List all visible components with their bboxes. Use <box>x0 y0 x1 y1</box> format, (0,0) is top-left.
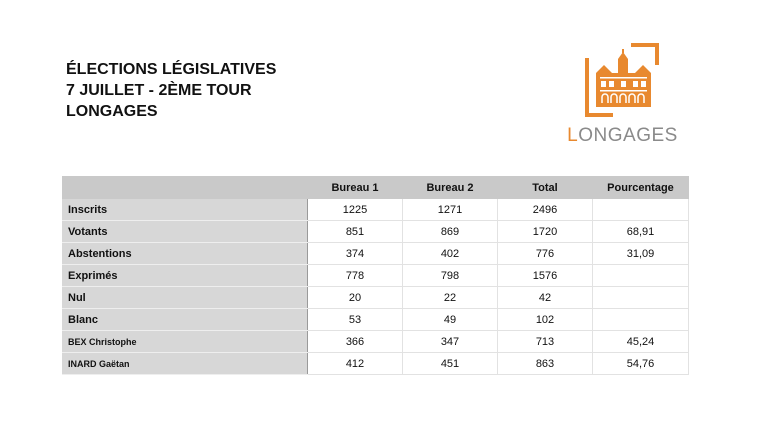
row-label: Inscrits <box>63 199 308 221</box>
longages-logo <box>560 43 685 153</box>
cell-bureau-2: 402 <box>403 243 498 265</box>
cell-bureau-1: 778 <box>308 265 403 287</box>
table-header-row <box>63 177 689 199</box>
title-line-election: ÉLECTIONS LÉGISLATIVES <box>66 61 277 78</box>
table-row <box>63 331 689 353</box>
cell-total: 42 <box>498 287 593 309</box>
page-title <box>66 59 276 122</box>
cell-bureau-2: 1271 <box>403 199 498 221</box>
row-label: Votants <box>63 221 308 243</box>
table-row <box>63 309 689 331</box>
table-row <box>63 287 689 309</box>
cell-pourcentage: 68,91 <box>593 221 689 243</box>
cell-pourcentage <box>593 309 689 331</box>
row-label-candidate: BEX Christophe <box>63 331 308 353</box>
row-label: Nul <box>63 287 308 309</box>
table-row <box>63 243 689 265</box>
header-total: Total <box>498 177 593 199</box>
cell-pourcentage <box>593 265 689 287</box>
results-table <box>62 176 689 375</box>
header-corner <box>63 177 308 199</box>
logo-wordmark-rest: ONGAGES <box>578 125 678 146</box>
cell-bureau-2: 451 <box>403 353 498 375</box>
row-label: Blanc <box>63 309 308 331</box>
cell-bureau-2: 798 <box>403 265 498 287</box>
cell-total: 863 <box>498 353 593 375</box>
row-label: Abstentions <box>63 243 308 265</box>
table-row <box>63 199 689 221</box>
cell-bureau-1: 1225 <box>308 199 403 221</box>
cell-total: 776 <box>498 243 593 265</box>
header-pourcentage: Pourcentage <box>593 177 689 199</box>
title-line-date: 7 JUILLET - 2ÈME TOUR <box>66 82 252 99</box>
cell-bureau-1: 412 <box>308 353 403 375</box>
row-label: Exprimés <box>63 265 308 287</box>
cell-total: 102 <box>498 309 593 331</box>
logo-wordmark-accent: L <box>567 125 579 146</box>
title-line-town: LONGAGES <box>66 103 158 120</box>
cell-pourcentage: 45,24 <box>593 331 689 353</box>
header-bureau-1: Bureau 1 <box>308 177 403 199</box>
cell-bureau-1: 366 <box>308 331 403 353</box>
cell-total: 713 <box>498 331 593 353</box>
cell-pourcentage <box>593 287 689 309</box>
cell-pourcentage: 54,76 <box>593 353 689 375</box>
cell-bureau-2: 869 <box>403 221 498 243</box>
table-row <box>63 221 689 243</box>
cell-bureau-2: 347 <box>403 331 498 353</box>
cell-bureau-2: 22 <box>403 287 498 309</box>
table-row <box>63 353 689 375</box>
table-row <box>63 265 689 287</box>
cell-total: 2496 <box>498 199 593 221</box>
cell-bureau-1: 53 <box>308 309 403 331</box>
header-bureau-2: Bureau 2 <box>403 177 498 199</box>
cell-pourcentage <box>593 199 689 221</box>
cell-total: 1576 <box>498 265 593 287</box>
logo-wordmark <box>560 125 685 147</box>
town-hall-logo-icon <box>560 43 685 123</box>
cell-bureau-1: 20 <box>308 287 403 309</box>
cell-total: 1720 <box>498 221 593 243</box>
row-label-candidate: INARD Gaëtan <box>63 353 308 375</box>
cell-bureau-1: 374 <box>308 243 403 265</box>
cell-bureau-2: 49 <box>403 309 498 331</box>
cell-pourcentage: 31,09 <box>593 243 689 265</box>
cell-bureau-1: 851 <box>308 221 403 243</box>
